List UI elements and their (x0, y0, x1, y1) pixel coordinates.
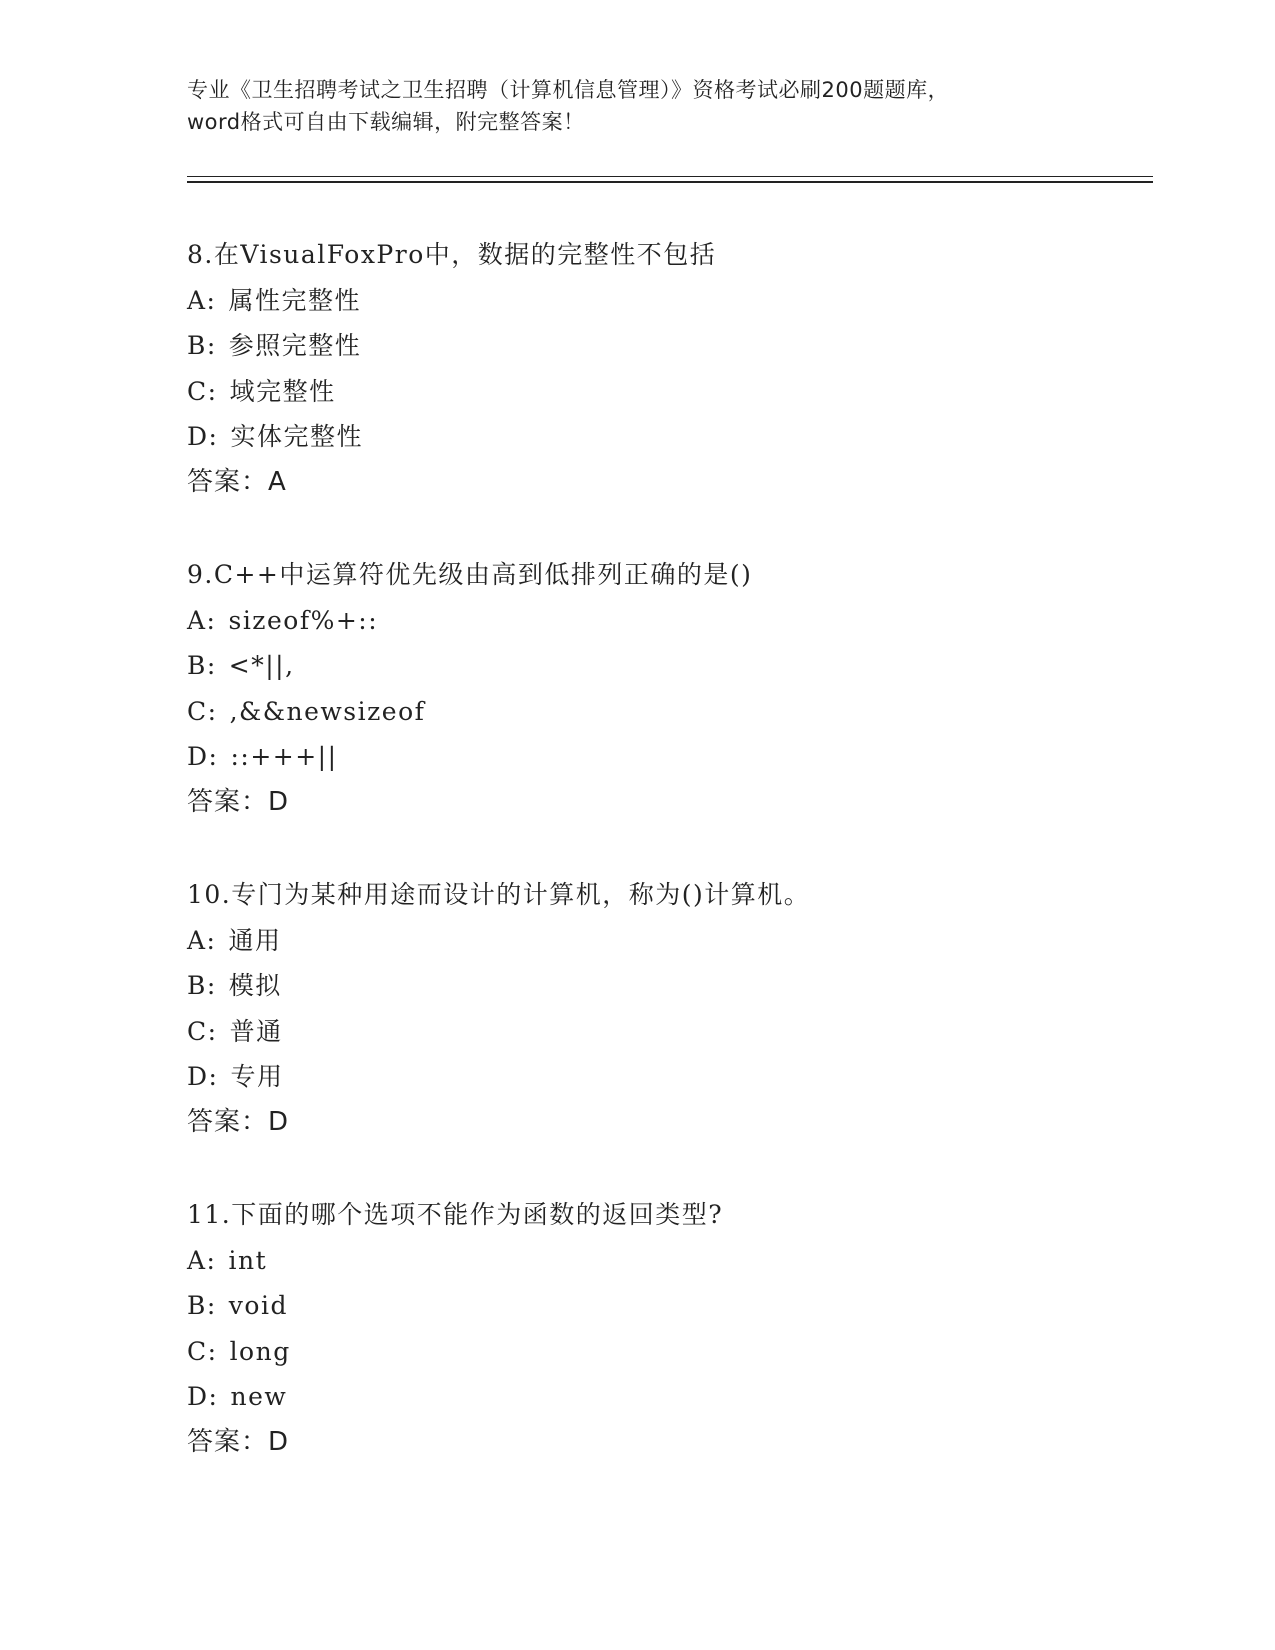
question-stem: 8.在VisualFoxPro中，数据的完整性不包括 (187, 240, 717, 269)
answer-line: 答案：A (187, 466, 287, 497)
question-list (187, 232, 1147, 1512)
option-label: A: (187, 1245, 217, 1275)
option-text: 参照完整性 (228, 331, 362, 361)
document-header (187, 74, 1087, 138)
option-text: 域完整性 (229, 376, 336, 406)
header-divider-thick (187, 181, 1153, 183)
option-label: B: (187, 331, 217, 361)
option-a (187, 598, 1147, 644)
option-label: D: (187, 1382, 219, 1412)
option-label: A: (187, 925, 217, 955)
option-label: B: (187, 1291, 217, 1321)
option-text: ::+++|| (230, 742, 338, 772)
option-text: int (228, 1245, 268, 1275)
option-b (187, 963, 1147, 1009)
option-label: D: (187, 742, 219, 772)
option-label: B: (187, 971, 217, 1001)
option-b (187, 1283, 1147, 1329)
option-a (187, 918, 1147, 964)
option-label: C: (187, 376, 218, 406)
option-label: A: (187, 605, 217, 635)
question-9 (187, 552, 1147, 872)
option-label: C: (187, 1336, 218, 1366)
question-stem: 9.C++中运算符优先级由高到低排列正确的是() (187, 560, 753, 589)
option-text: new (230, 1382, 288, 1412)
question-11 (187, 1192, 1147, 1512)
answer-line: 答案：D (187, 786, 290, 817)
option-c (187, 689, 1147, 735)
option-d (187, 734, 1147, 780)
option-text: 普通 (229, 1016, 283, 1046)
option-a (187, 278, 1147, 324)
question-stem: 10.专门为某种用途而设计的计算机，称为()计算机。 (187, 880, 811, 909)
option-text: 模拟 (228, 971, 282, 1001)
option-label: B: (187, 651, 217, 681)
answer-line: 答案：D (187, 1106, 290, 1137)
option-label: C: (187, 1016, 218, 1046)
option-label: A: (187, 285, 217, 315)
option-a (187, 1238, 1147, 1284)
option-text: 专用 (230, 1062, 284, 1092)
option-text: sizeof%+:: (228, 605, 379, 635)
question-8 (187, 232, 1147, 552)
option-b (187, 323, 1147, 369)
question-10 (187, 872, 1147, 1192)
option-c (187, 1009, 1147, 1055)
header-line-2: word格式可自由下载编辑，附完整答案！ (187, 110, 585, 134)
option-label: D: (187, 422, 219, 452)
option-b (187, 643, 1147, 689)
option-text: <*||, (228, 651, 295, 681)
option-text: void (228, 1291, 288, 1321)
option-text: 通用 (228, 925, 282, 955)
question-stem: 11.下面的哪个选项不能作为函数的返回类型? (187, 1200, 724, 1229)
option-label: D: (187, 1062, 219, 1092)
option-c (187, 369, 1147, 415)
header-line-1: 专业《卫生招聘考试之卫生招聘（计算机信息管理）》资格考试必刷200题题库， (187, 78, 950, 102)
answer-line: 答案：D (187, 1426, 290, 1457)
option-d (187, 1054, 1147, 1100)
option-d (187, 1374, 1147, 1420)
option-d (187, 414, 1147, 460)
option-text: ,&&newsizeof (229, 696, 426, 726)
option-c (187, 1329, 1147, 1375)
option-text: long (229, 1336, 291, 1366)
option-text: 属性完整性 (228, 285, 361, 315)
option-text: 实体完整性 (230, 422, 363, 452)
option-label: C: (187, 696, 218, 726)
header-divider-thin (187, 176, 1153, 177)
